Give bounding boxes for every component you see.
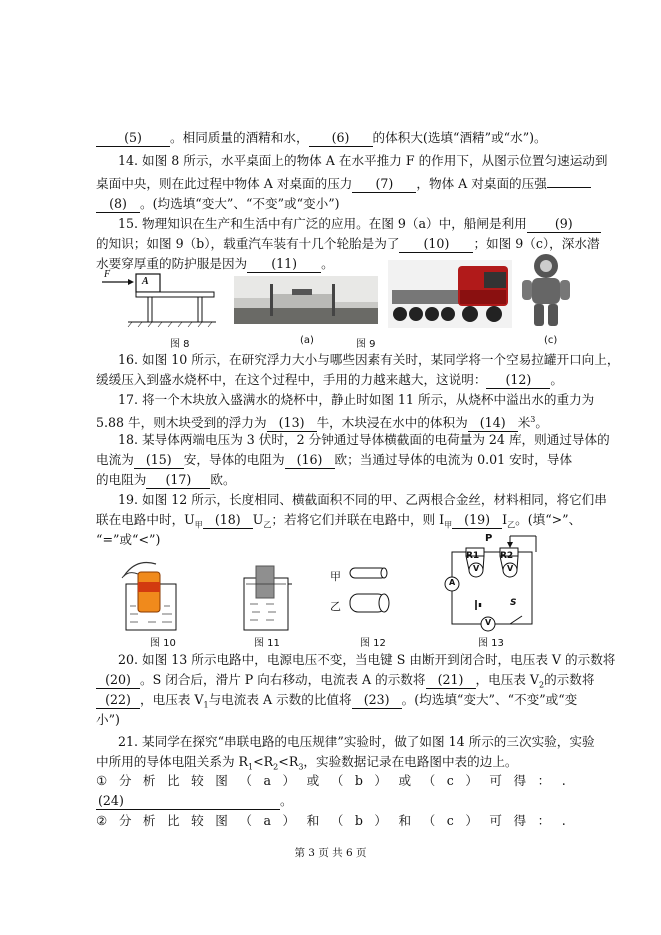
wire-yi-label: 乙 [330,600,341,613]
q20-line-4: 小”) [96,712,120,727]
answer-blank-23[interactable]: (23) [352,692,402,709]
figure-12-wires [346,562,392,622]
q21-word: ） [374,773,387,788]
figure-13-caption: 图 13 [478,638,504,649]
answer-blank-8-start [547,187,591,188]
q18-line-3: 的电阻为 (17) 欧。 [96,472,236,487]
answer-blank-14[interactable]: (14) [468,415,518,432]
q21-word: . [561,773,566,788]
q18-line-1: 18. 某导体两端电压为 3 伏时，2 分钟通过导体横截面的电荷量为 24 库，则通过导体的 [118,432,610,447]
wire-jia-label: 甲 [330,570,341,583]
q21-word: ： [537,813,551,828]
answer-blank-19[interactable]: (19) [452,512,502,529]
q19-line-1: 19. 如图 12 所示，长度相同、横截面积不同的甲、乙两根合金丝，材料相同，将它们串 [118,492,607,507]
q19-line-3: “=”或“<”) [96,532,161,547]
answer-blank-24[interactable]: (24) [96,793,280,810]
answer-blank-5[interactable]: (5) [96,130,170,147]
q14-line-1: 14. 如图 8 所示，水平桌面上的物体 A 在水平推力 F 的作用下，从图示位置匀速运动到 [118,153,608,168]
figure-9c-label: (c) [544,335,558,346]
page-footer: 第 3 页 共 6 页 [294,847,367,859]
q21-word: ） [282,813,296,828]
figure-10-can-in-beaker [118,556,184,632]
resistor-r1-label: R1 [466,551,480,561]
q21-word: c [446,773,454,788]
q21-word: （ [330,813,344,828]
q21-word: ） [282,773,296,788]
answer-blank-20[interactable]: (20) [96,672,140,689]
answer-blank-16[interactable]: (16) [285,452,335,469]
answer-blank-7[interactable]: (7) [352,176,416,193]
q21-line-2: 中所用的导体电阻关系为 $R_1<R_2<R_3$，实验数据记录在电路图中表的边上。 [96,754,518,772]
q21-word: 较 [191,773,204,788]
q16-line-1: 16. 如图 10 所示，在研究浮力大小与哪些因素有关时，某同学将一个空易拉罐开口向上， [118,352,620,367]
q21-word: （ [330,773,344,788]
figure-9a-label: (a) [300,335,314,346]
answer-blank-21[interactable]: (21) [426,672,476,689]
q21-word: （ [239,813,252,828]
q21-word: ② [96,813,108,828]
q21-word: a [263,773,271,788]
block-label: A [142,276,149,287]
answer-blank-18[interactable]: (18) [203,512,253,529]
q21-line-4: (24) 。 [98,793,293,808]
q21-word: 分 [118,813,132,828]
figure-9c-diving-suit [520,250,572,330]
voltmeter-v1-label: V [473,564,480,573]
answer-blank-9[interactable]: (9) [527,216,601,233]
q17-line-1: 17. 将一个木块放入盛满水的烧杯中，静止时如图 11 所示，从烧杯中溢出水的重力为 [118,392,595,407]
q21-word: 析 [142,773,156,788]
answer-blank-11[interactable]: (11) [247,256,321,273]
answer-blank-12[interactable]: (12) [486,372,550,389]
figure-9a-ship-lock [234,276,378,324]
line-q13-end [96,130,547,147]
q21-word: 分 [118,773,132,788]
q21-word: 可 [489,773,503,788]
figure-12-caption: 图 12 [360,638,386,649]
resistor-r2-label: R2 [500,551,514,561]
q21-line-1: 21. 某同学在探究“串联电路的电压规律”实验时，做了如图 14 所示的三次实验，实验 [118,734,595,749]
q21-word: 比 [167,773,180,788]
q21-word: ① [96,773,108,788]
q21-word: ） [465,813,478,828]
figure-8-diagram [98,270,218,330]
q21-word: 得 [513,773,527,788]
q21-word: 或 [306,773,320,788]
voltmeter-v2-label: V [507,564,514,573]
q14-line-3: (8) 。(均选填“变大”、“不变”或“变小”) [96,196,340,213]
q21-word: . [561,813,566,828]
answer-blank-8[interactable]: (8) [96,196,140,213]
q21-word: 和 [306,813,320,828]
q21-word: 得 [513,813,527,828]
figure-9b-truck [388,260,512,328]
ammeter-label: A [449,578,456,587]
switch-s-label: S [510,598,517,608]
q21-word: 和 [398,813,412,828]
q15-line-2: 的知识；如图 9（b），载重汽车装有十几个轮胎是为了 (10) ；如图 9（c），深水潜 [96,236,600,251]
q21-word: 或 [398,773,412,788]
q20-line-2: (20) 。S 闭合后，滑片 P 向右移动，电流表 A 的示数将 (21) ，电压表 $V_2$的示数将 [96,672,594,694]
q17-line-2: 5.88 牛，则木块受到的浮力为 (13) 牛，木块浸在水中的体积为 (14) 米$^3$。 [96,415,548,431]
q21-word: 图 [215,813,228,828]
answer-blank-6[interactable]: (6) [309,130,373,147]
q21-word: ： [537,773,551,788]
q20-line-3: (22) ，电压表 $V_1$与电流表 A 示数的比值将 (23) 。(均选填“变大”、“不变”或“变 [96,692,577,714]
q13-text-end: 的体积大(选填“酒精”或“水”)。 [372,130,547,145]
q21-word: 比 [167,813,180,828]
figure-11-caption: 图 11 [254,638,280,649]
force-label: F [104,269,111,280]
q21-word: b [354,773,363,788]
q13-text: 。相同质量的酒精和水， [170,130,309,145]
q21-word: 较 [191,813,204,828]
q21-word: （ [239,773,252,788]
answer-blank-17[interactable]: (17) [146,472,210,489]
q21-word: （ [422,813,436,828]
figure-8-caption: 图 8 [170,339,190,350]
q16-line-2: 缓缓压入到盛水烧杯中，在这个过程中，手用的力越来越大，这说明： (12) 。 [96,372,563,387]
q21-word: ） [374,813,387,828]
q21-line-3 [96,773,566,789]
answer-blank-10[interactable]: (10) [399,236,473,253]
q15-line-1: 15. 物理知识在生产和生活中有广泛的应用。在图 9（a）中，船闸是利用 (9) [118,216,601,233]
q15-line-3: 水要穿厚重的防护服是因为 (11) 。 [96,256,334,271]
q21-word: 图 [215,773,228,788]
q21-word: （ [422,773,436,788]
q21-word: a [263,813,271,828]
q20-line-1: 20. 如图 13 所示电路中，电源电压不变，当电键 S 由断开到闭合时，电压表 V 的示数将 [118,652,616,667]
slider-p-label: P [485,533,493,544]
voltmeter-v-label: V [485,618,492,627]
q21-word: b [354,813,363,828]
q18-line-2: 电流为 (15) 安，导体的电阻为 (16) 欧；当通过导体的电流为 0.01 安时，导体 [96,452,573,467]
q21-word: 析 [142,813,156,828]
q21-word: ） [465,773,478,788]
figure-9-caption: 图 9 [356,339,376,350]
q14-line-2: 桌面中央，则在此过程中物体 A 对桌面的压力 (7) ，物体 A 对桌面的压强 [96,176,591,193]
figure-11-block-in-water [240,562,294,632]
answer-blank-13[interactable]: (13) [267,415,317,432]
answer-blank-22[interactable]: (22) [96,692,140,709]
q19-line-2: 联在电路中时，$U_甲$ (18) $U_乙$；若将它们并联在电路中，则 $I_甲$ (19) $I_乙$。(填“>”、 [96,512,582,530]
q21-word: c [446,813,454,828]
q21-word: 可 [489,813,503,828]
q21-line-5 [96,813,566,829]
answer-blank-15[interactable]: (15) [134,452,184,469]
figure-10-caption: 图 10 [150,638,176,649]
